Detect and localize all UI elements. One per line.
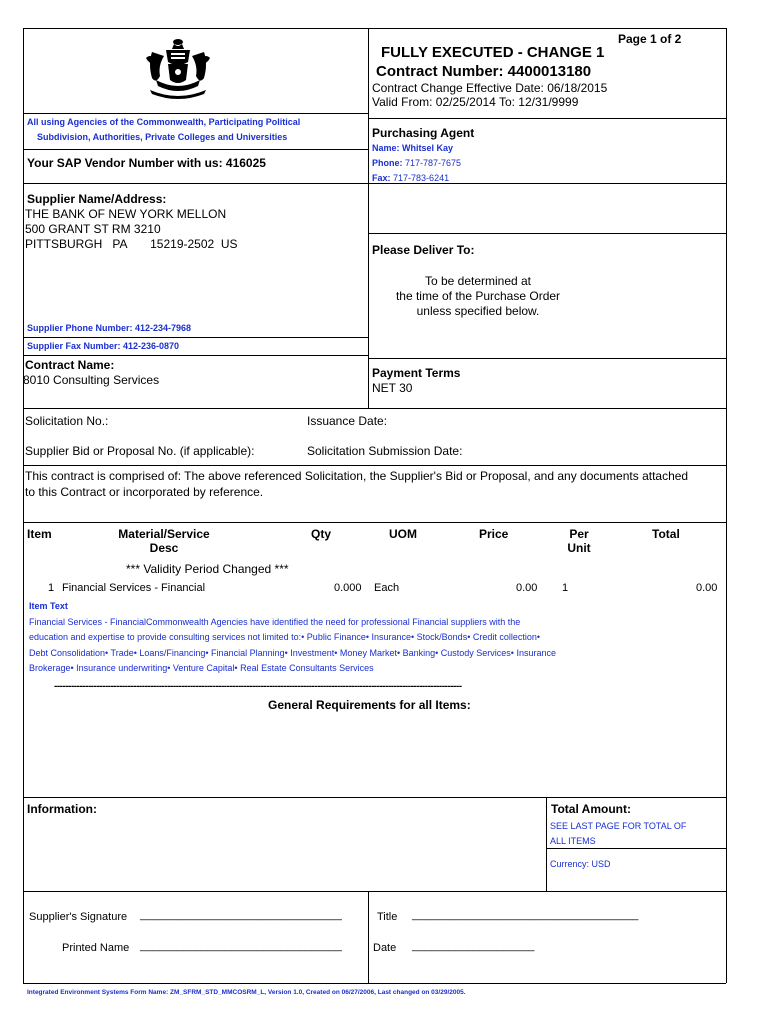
comprised-line-2: to this Contract or incorporated by reference. (25, 485, 264, 499)
frame-top (23, 28, 726, 29)
fax-value: 717-783-6241 (393, 173, 450, 183)
item-text-line-2: education and expertise to provide consulting services not limited to:• Public Finance• Insurance• Stock/Bonds• Credit collection• (29, 632, 541, 642)
phone-label: Phone: (372, 158, 403, 168)
phone-value: 717-787-7675 (405, 158, 462, 168)
rule-1 (23, 113, 368, 114)
supplier-fax: Supplier Fax Number: 412-236-0870 (27, 341, 180, 351)
row-per-unit: 1 (562, 582, 569, 594)
comprised-line-1: This contract is comprised of: The above referenced Solicitation, the Supplier's Bid or Proposal, and any documents attached (25, 469, 689, 483)
information-label: Information: (27, 802, 97, 816)
valid-dates: Valid From: 02/25/2014 To: 12/31/9999 (372, 95, 579, 109)
rule-12 (23, 797, 726, 798)
rule-6 (23, 337, 368, 338)
issuance-date: Issuance Date: (307, 414, 388, 428)
item-text-label: Item Text (29, 601, 68, 611)
purchasing-agent-name: Name: Whitsel Kay (372, 143, 454, 153)
col-material-2: Desc (149, 541, 179, 555)
fax-label: Fax: (372, 173, 391, 183)
col-per-2: Unit (567, 541, 591, 555)
supplier-line-1: THE BANK OF NEW YORK MELLON (25, 207, 227, 221)
document-title: FULLY EXECUTED - CHANGE 1 (381, 44, 605, 61)
vendor-number: Your SAP Vendor Number with us: 416025 (27, 156, 266, 170)
separator: ------------------------------------------------------------------------------------------------------------------------------------------------ (54, 681, 462, 692)
rule-3 (368, 118, 726, 119)
supplier-line-3: PITTSBURGH PA 15219-2502 US (25, 237, 238, 251)
row-qty: 0.000 (334, 582, 362, 594)
agencies-line-1: All using Agencies of the Commonwealth, Participating Political (27, 117, 301, 127)
col-qty: Qty (311, 527, 332, 541)
col-per-unit (554, 527, 604, 555)
col-total: Total (652, 527, 680, 541)
solicitation-no: Solicitation No.: (25, 414, 109, 428)
supplier-heading: Supplier Name/Address: (27, 192, 167, 206)
printed-name-label: Printed Name (62, 942, 130, 954)
rule-11 (23, 522, 726, 523)
general-requirements: General Requirements for all Items: (268, 698, 471, 712)
rule-8 (368, 358, 726, 359)
page-label: Page 1 of 2 (618, 32, 682, 46)
submission-date: Solicitation Submission Date: (307, 444, 463, 458)
item-text-line-1: Financial Services - FinancialCommonwealth Agencies have identified the need for professional Financial suppliers with the (29, 617, 521, 627)
title-label: Title (377, 911, 398, 923)
row-desc: Financial Services - Financial (62, 582, 206, 594)
date-line[interactable]: ____________________ (412, 940, 535, 952)
payment-terms-value: NET 30 (372, 381, 413, 395)
row-item: 1 (48, 582, 55, 594)
row-price: 0.00 (516, 582, 538, 594)
total-amount-line-2: ALL ITEMS (550, 836, 596, 846)
date-label: Date (373, 942, 397, 954)
supplier-signature-line[interactable]: _________________________________ (140, 909, 342, 921)
commonwealth-seal-icon (140, 36, 216, 102)
currency: Currency: USD (550, 859, 611, 869)
supplier-line-2: 500 GRANT ST RM 3210 (25, 222, 161, 236)
col-material-1: Material/Service (118, 527, 210, 541)
total-amount-heading: Total Amount: (551, 802, 631, 816)
divider-signature (368, 891, 369, 983)
rule-7 (23, 355, 368, 356)
frame-left (23, 28, 24, 983)
payment-terms-heading: Payment Terms (372, 366, 461, 380)
contract-name-value: 8010 Consulting Services (23, 373, 160, 387)
contract-name-heading: Contract Name: (25, 358, 115, 372)
total-amount-line-1: SEE LAST PAGE FOR TOTAL OF (550, 821, 687, 831)
deliver-line-3: unless specified below. (416, 304, 540, 318)
deliver-line-2: the time of the Purchase Order (395, 289, 561, 303)
frame-right (726, 28, 727, 983)
supplier-signature-label: Supplier's Signature (29, 911, 128, 923)
agencies-line-2: Subdivision, Authorities, Private Colleges and Universities (37, 132, 288, 142)
row-uom: Each (374, 582, 400, 594)
purchasing-agent-fax (372, 173, 449, 183)
rule-14 (23, 891, 726, 892)
col-uom: UOM (389, 527, 417, 541)
purchasing-agent-heading: Purchasing Agent (372, 126, 475, 140)
validity-note: *** Validity Period Changed *** (126, 562, 289, 576)
title-line[interactable]: _____________________________________ (412, 909, 639, 921)
col-item: Item (27, 527, 52, 541)
row-total: 0.00 (696, 582, 718, 594)
frame-bottom (23, 983, 726, 984)
deliver-heading: Please Deliver To: (372, 243, 475, 257)
item-text-line-3: Debt Consolidation• Trade• Loans/Financing• Financial Planning• Investment• Money Market• Banking• Custody Services• Insurance (29, 648, 556, 658)
item-text-line-4: Brokerage• Insurance underwriting• Venture Capital• Real Estate Consultants Services (29, 663, 374, 673)
rule-4 (23, 183, 726, 184)
footer-form-name: Integrated Environment Systems Form Name: ZM_SFRM_STD_MMCOSRM_L, Version 1.0, Created on 06/27/2006, Last changed on 03/29/2005. (27, 989, 466, 996)
deliver-line-1: To be determined at (424, 274, 532, 288)
divider-total (546, 797, 547, 891)
purchasing-agent-phone (372, 158, 461, 168)
col-per-1: Per (569, 527, 589, 541)
supplier-phone: Supplier Phone Number: 412-234-7968 (27, 323, 192, 333)
divider-mid-top (368, 28, 369, 408)
contract-number: Contract Number: 4400013180 (376, 63, 592, 80)
rule-10 (23, 465, 726, 466)
change-effective-date: Contract Change Effective Date: 06/18/2015 (372, 81, 608, 95)
supplier-bid: Supplier Bid or Proposal No. (if applicable): (25, 444, 255, 458)
rule-9 (23, 408, 726, 409)
col-material (100, 527, 228, 555)
col-price: Price (479, 527, 509, 541)
rule-2 (23, 149, 368, 150)
printed-name-line[interactable]: _________________________________ (140, 940, 342, 952)
rule-13 (546, 848, 726, 849)
rule-5 (368, 233, 726, 234)
